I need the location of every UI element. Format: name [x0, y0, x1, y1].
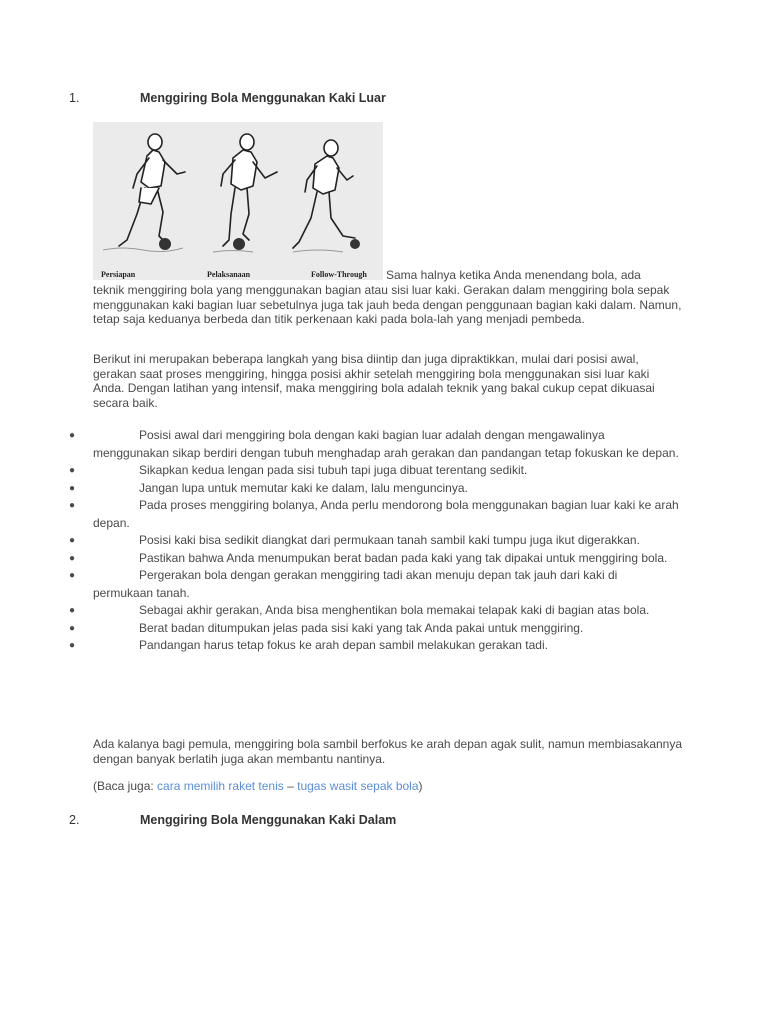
bullet-icon: ●: [69, 622, 76, 634]
link-tugas-wasit-sepak-bola[interactable]: tugas wasit sepak bola: [297, 779, 419, 793]
see-also-line: [93, 779, 683, 794]
section-title: Menggiring Bola Menggunakan Kaki Dalam: [140, 813, 397, 827]
list-item-text: Pada proses menggiring bolanya, Anda perlu mendorong bola menggunakan bagian luar kaki ke arah depan.: [93, 498, 679, 530]
bullet-icon: ●: [69, 640, 76, 651]
see-also-suffix: ): [418, 779, 423, 793]
figure-label-pelaksanaan: Pelaksanaan: [207, 270, 251, 279]
list-item: [69, 637, 679, 655]
list-item: [69, 480, 679, 498]
see-also-separator: –: [283, 779, 298, 793]
list-item-text: Jangan lupa untuk memutar kaki ke dalam, lalu menguncinya.: [139, 480, 468, 495]
list-item-text: Berat badan ditumpukan jelas pada sisi kaki yang tak Anda pakai untuk menggiring.: [139, 620, 584, 635]
section-title: Menggiring Bola Menggunakan Kaki Luar: [140, 91, 386, 105]
list-item-text: Posisi awal dari menggiring bola dengan kaki bagian luar adalah dengan mengawalinya menggunakan sikap berdiri dengan tubuh menghadap arah gerakan dan pandangan tetap fokuskan ke depan.: [93, 428, 679, 460]
list-item: [69, 462, 679, 480]
list-item-text: Pandangan harus tetap fokus ke arah depan sambil melakukan gerakan tadi.: [139, 638, 548, 652]
list-item-text: Posisi kaki bisa sedikit diangkat dari permukaan tanah sambil kaki tumpu juga ikut digerakkan.: [139, 533, 640, 547]
list-item-text: Sebagai akhir gerakan, Anda bisa menghentikan bola memakai telapak kaki di bagian atas bola.: [139, 603, 650, 617]
intro-first-line: Sama halnya ketika Anda menendang bola, ada: [386, 268, 641, 282]
bullet-icon: ●: [69, 570, 76, 581]
bullet-icon: ●: [69, 605, 76, 616]
list-item: [69, 550, 679, 568]
list-item: [69, 497, 679, 532]
list-item-text: Pergerakan bola dengan gerakan menggiring tadi akan menuju depan tak jauh dari kaki di permukaan tanah.: [93, 568, 618, 600]
list-item: [69, 567, 679, 602]
steps-intro-paragraph: Berikut ini merupakan beberapa langkah yang bisa diintip dan juga dipraktikkan, mulai dari posisi awal, gerakan saat proses menggiring, hingga posisi akhir setelah menggiring bola menggunakan sisi luar kaki Anda. Dengan latihan yang intensif, maka menggiring bola adalah teknik yang bakal cukup cepat dikuasai secara baik.: [93, 352, 655, 410]
dribbling-illustration: [93, 122, 383, 280]
bullet-icon: ●: [69, 535, 76, 546]
list-item: [69, 602, 679, 620]
list-item: [69, 427, 679, 462]
steps-list: [69, 427, 679, 655]
list-item-text: Pastikan bahwa Anda menumpukan berat badan pada kaki yang tak dipakai untuk menggiring bola.: [139, 550, 668, 565]
see-also-prefix: (Baca juga:: [93, 779, 158, 793]
bullet-icon: ●: [69, 552, 76, 564]
list-item: [69, 532, 679, 550]
figure-label-persiapan: Persiapan: [101, 270, 136, 279]
link-cara-memilih-raket-tenis[interactable]: cara memilih raket tenis: [157, 779, 284, 793]
list-item: [69, 620, 679, 638]
intro-paragraph: teknik menggiring bola yang menggunakan bagian atau sisi luar kaki. Gerakan dalam menggiring bola sepak menggunakan kaki bagian luar sebetulnya juga tak jauh beda dengan penggunaan bagian kaki dalam. Namun, tetap saja keduanya berbeda dan titik perkenaan kaki pada bola-lah yang menjadi pembeda.: [93, 283, 682, 326]
list-item-text: Sikapkan kedua lengan pada sisi tubuh tapi juga dibuat terentang sedikit.: [139, 463, 528, 477]
bullet-icon: ●: [69, 465, 76, 476]
dribbling-figures-svg: [93, 122, 383, 280]
figure-label-follow-through: Follow-Through: [311, 270, 367, 279]
beginner-note-paragraph: Ada kalanya bagi pemula, menggiring bola sambil berfokus ke arah depan agak sulit, namun membiasakannya dengan banyak berlatih juga akan membantu nantinya.: [93, 737, 683, 766]
section-number: 1.: [69, 91, 80, 105]
bullet-icon: ●: [69, 482, 76, 494]
bullet-icon: ●: [69, 430, 76, 441]
bullet-icon: ●: [69, 500, 76, 511]
section-number: 2.: [69, 813, 80, 827]
